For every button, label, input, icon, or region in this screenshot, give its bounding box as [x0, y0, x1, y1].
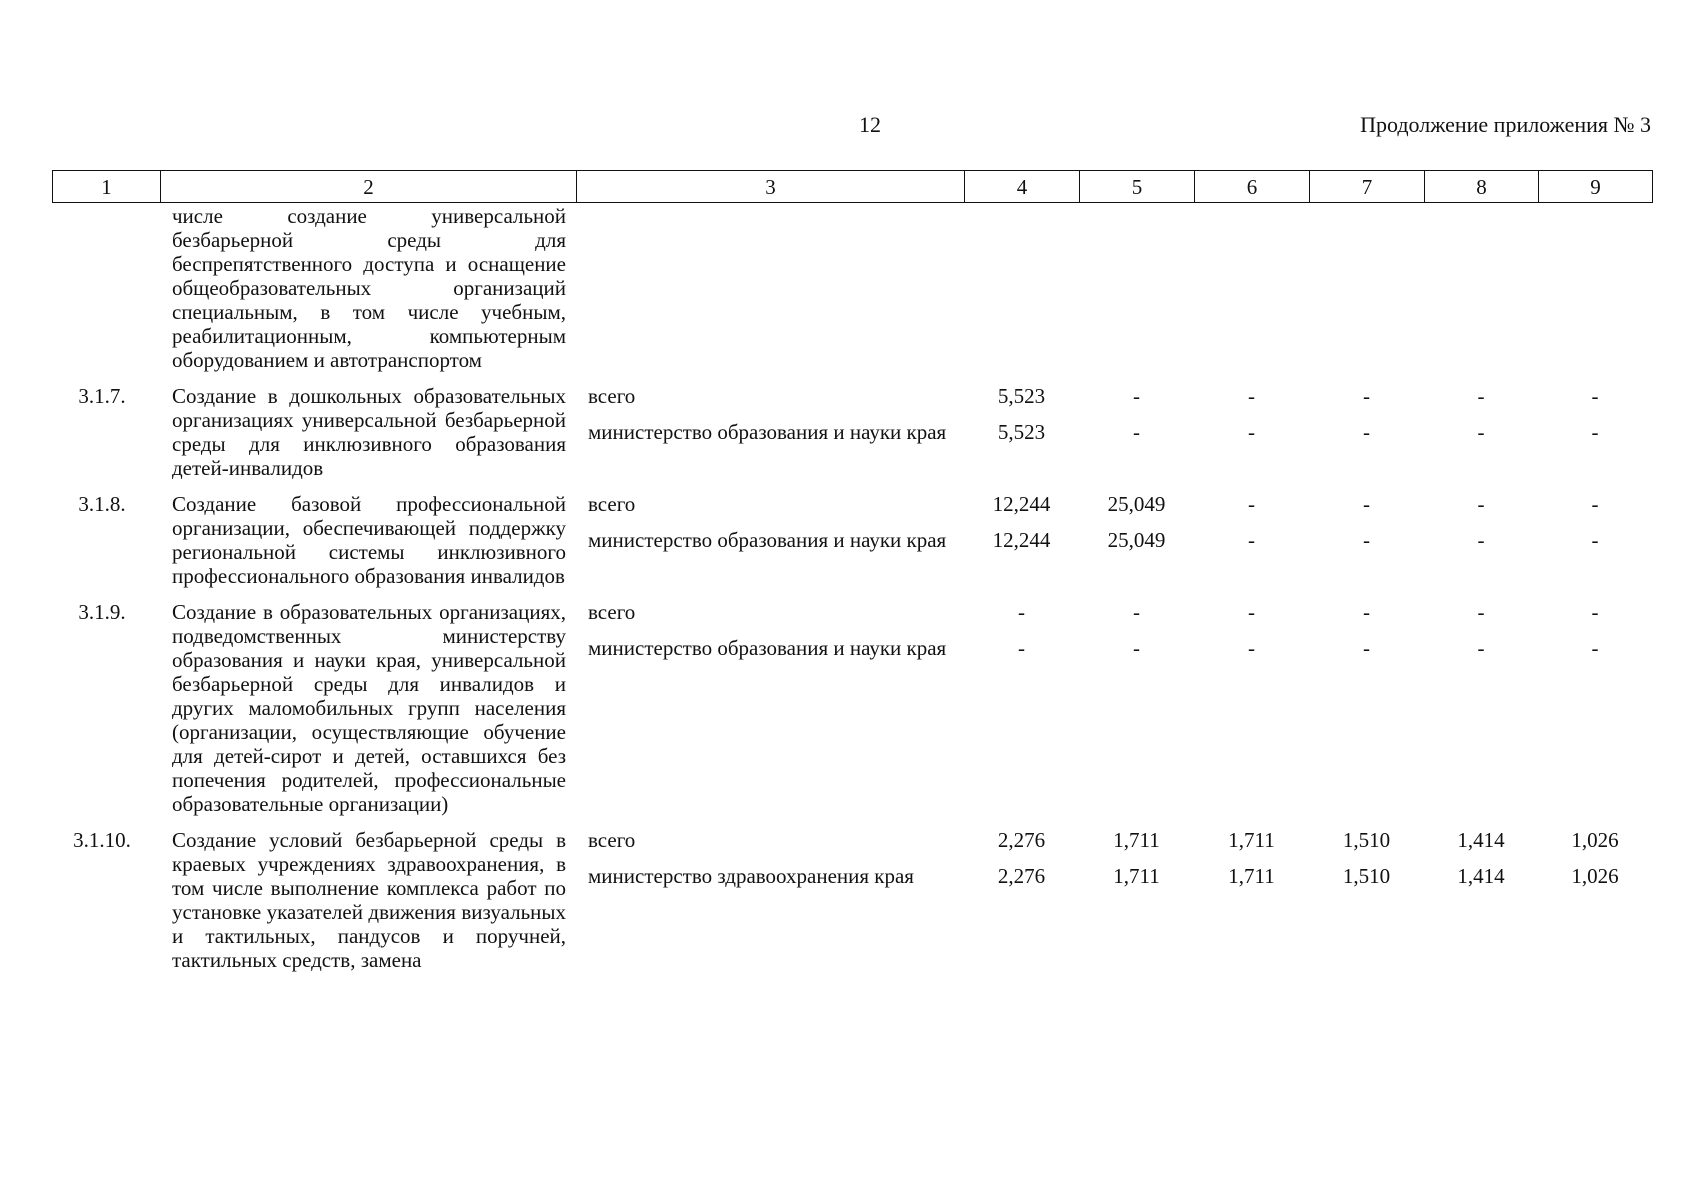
value-cell: -	[1591, 600, 1599, 624]
value-cell: -	[1477, 420, 1485, 444]
measure-name: Создание базовой профессиональной организации, обеспечивающей поддержку региональной системы инклюзивного профессионального образования инвалидов	[172, 492, 566, 588]
value-cell: 1,711	[1113, 828, 1160, 852]
value-cell: -	[1591, 492, 1599, 516]
column-number: 7	[1310, 171, 1425, 203]
value-cell: -	[1248, 492, 1255, 516]
table-row	[52, 372, 1652, 480]
value-cell: -	[1248, 636, 1255, 660]
column-number-header	[52, 170, 1653, 203]
funding-source	[576, 480, 964, 588]
value-cell: -	[1591, 636, 1599, 660]
value-cell: 12,244	[992, 492, 1051, 516]
value-cell: 1,026	[1571, 864, 1619, 888]
value-cell: -	[1591, 420, 1599, 444]
page-number: 12	[859, 112, 881, 137]
funding-source-agency: министерство здравоохранения края	[588, 864, 914, 888]
program-measures-table	[52, 204, 1652, 972]
funding-source-total: всего	[588, 600, 636, 624]
value-cell: -	[1133, 420, 1140, 444]
column-number: 8	[1425, 171, 1539, 203]
column-number: 5	[1080, 171, 1195, 203]
funding-source	[576, 816, 964, 972]
measure-number: 3.1.10.	[73, 828, 131, 852]
value-cell: -	[1477, 636, 1485, 660]
table-row	[52, 588, 1652, 816]
value-cell: 1,026	[1571, 828, 1619, 852]
funding-source	[576, 588, 964, 816]
measure-name: Создание условий безбарьерной среды в краевых учреждениях здравоохранения, в том числе выполнение комплекса работ по установке указателей движения визуальных и тактильных, пандусов и поручней, тактильных средств, замена	[172, 828, 566, 972]
value-cell: -	[1477, 528, 1485, 552]
value-cell: 1,510	[1342, 828, 1391, 852]
measure-name: Создание в дошкольных образовательных организациях универсальной безбарьерной среды для инклюзивного образования детей-инвалидов	[172, 384, 566, 480]
measure-number: 3.1.8.	[78, 492, 126, 516]
value-cell: -	[1363, 492, 1370, 516]
measure-number: 3.1.9.	[78, 600, 126, 624]
column-number: 3	[577, 171, 965, 203]
value-cell: -	[1477, 600, 1485, 624]
funding-source-agency: министерство образования и науки края	[588, 528, 947, 552]
value-cell: 2,276	[997, 864, 1046, 888]
value-cell: -	[1018, 636, 1025, 660]
value-cell: 5,523	[997, 420, 1046, 444]
value-cell: 2,276	[997, 828, 1046, 852]
value-cell: -	[1477, 384, 1485, 408]
value-cell: -	[1248, 384, 1255, 408]
measure-name: Создание в образовательных организациях, подведомственных министерству образования и науки края, универсальной безбарьерной среды для инвалидов и других маломобильных групп населения (организации, осуществляющие обучение для детей-сирот и детей, оставшихся без попечения родителей, профессиональные образовательные организации)	[172, 600, 566, 816]
funding-source-total: всего	[588, 492, 636, 516]
value-cell: -	[1591, 384, 1599, 408]
value-cell: -	[1248, 528, 1255, 552]
value-cell: 25,049	[1107, 492, 1166, 516]
column-number: 9	[1539, 171, 1653, 203]
measure-name: числе создание универсальной безбарьерной среды для беспрепятственного доступа и оснащение общеобразовательных организаций специальным, в том числе учебным, реабилитационным, компьютерным оборудованием и автотранспортом	[172, 204, 566, 372]
value-cell: -	[1591, 528, 1599, 552]
value-cell: -	[1363, 600, 1370, 624]
value-cell: -	[1018, 600, 1025, 624]
value-cell: -	[1363, 384, 1370, 408]
value-cell: -	[1363, 420, 1370, 444]
table-row	[52, 816, 1652, 972]
value-cell: -	[1133, 636, 1140, 660]
funding-source-total: всего	[588, 384, 636, 408]
funding-source-agency: министерство образования и науки края	[588, 636, 947, 660]
value-cell: -	[1133, 384, 1140, 408]
column-number: 1	[53, 171, 161, 203]
measure-number: 3.1.7.	[78, 384, 126, 408]
value-cell: 1,711	[1228, 864, 1275, 888]
value-cell: 12,244	[992, 528, 1051, 552]
funding-source	[576, 372, 964, 480]
value-cell: -	[1363, 636, 1370, 660]
value-cell: -	[1248, 600, 1255, 624]
value-cell: 1,414	[1457, 828, 1505, 852]
table-row	[52, 204, 1652, 372]
appendix-continuation-note: Продолжение приложения № 3	[1360, 112, 1651, 137]
value-cell: 1,711	[1228, 828, 1275, 852]
measure-number	[52, 204, 160, 372]
column-number: 2	[161, 171, 577, 203]
table-row	[52, 480, 1652, 588]
value-cell: 5,523	[997, 384, 1046, 408]
value-cell: 1,510	[1342, 864, 1391, 888]
funding-source-total: всего	[588, 828, 636, 852]
funding-source-agency: министерство образования и науки края	[588, 420, 947, 444]
column-number: 6	[1195, 171, 1310, 203]
value-cell: 25,049	[1107, 528, 1166, 552]
value-cell: -	[1133, 600, 1140, 624]
value-cell: 1,414	[1457, 864, 1505, 888]
column-number: 4	[965, 171, 1080, 203]
value-cell: 1,711	[1113, 864, 1160, 888]
value-cell: -	[1477, 492, 1485, 516]
value-cell: -	[1248, 420, 1255, 444]
value-cell: -	[1363, 528, 1370, 552]
